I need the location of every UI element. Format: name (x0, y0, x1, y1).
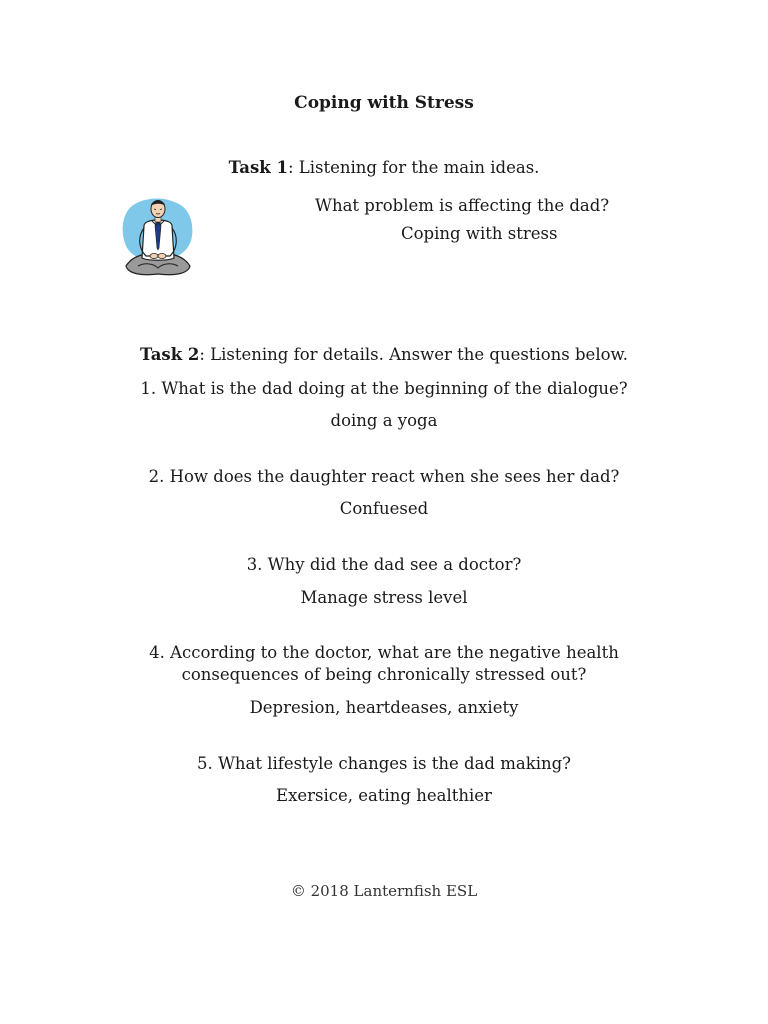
task2-text: : Listening for details. Answer the questions below. (199, 345, 628, 364)
answer-5: Exersice, eating healthier (276, 786, 492, 805)
answer-2: Confuesed (339, 499, 429, 518)
question-5: 5. What lifestyle changes is the dad making? (196, 754, 572, 773)
question-4: 4. According to the doctor, what are the negative health consequences of being chronically stressed out? (149, 643, 619, 684)
question-3: 3. Why did the dad see a doctor? (246, 555, 522, 574)
task2-heading (0, 344, 768, 366)
task1-text: : Listening for the main ideas. (287, 158, 540, 177)
task1-question: What problem is affecting the dad? (315, 196, 610, 215)
task2-label: Task 2 (140, 345, 200, 364)
question-2: 2. How does the daughter react when she sees her dad? (148, 467, 620, 486)
copyright-footer: © 2018 Lanternfish ESL (290, 882, 478, 900)
page-title: Coping with Stress (294, 93, 474, 113)
task1-heading (0, 157, 768, 179)
answer-1: doing a yoga (330, 411, 438, 430)
task1-answer: Coping with stress (401, 224, 558, 243)
answer-4: Depresion, heartdeases, anxiety (249, 698, 519, 717)
question-1: 1. What is the dad doing at the beginning of the dialogue? (140, 379, 628, 398)
meditating-man-icon (118, 192, 198, 278)
answer-3: Manage stress level (300, 588, 468, 607)
task1-label: Task 1 (228, 158, 288, 177)
